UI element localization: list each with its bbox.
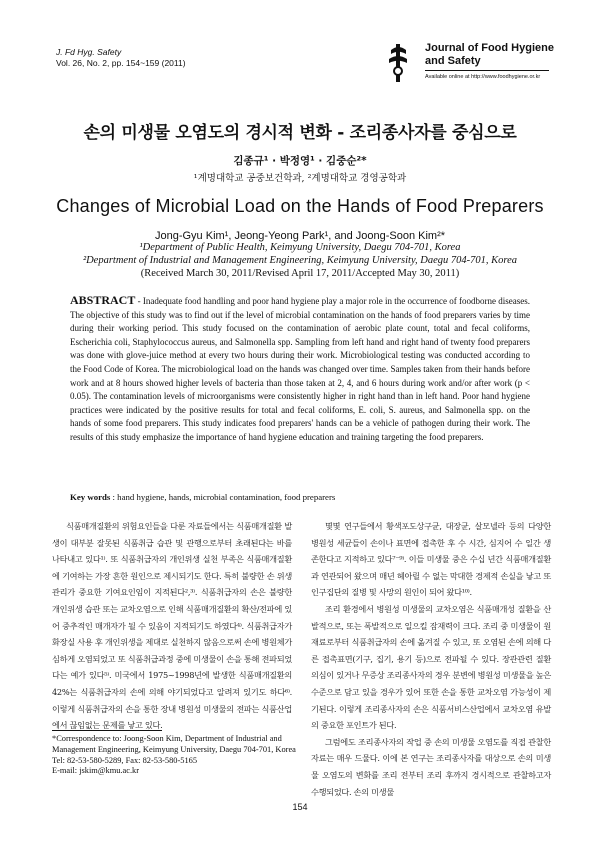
page-number: 154 [292,802,308,812]
footnote-email: E-mail: jskim@kmu.ac.kr [52,766,140,776]
abstract-text: - Inadequate food handling and poor hand hygiene play a major role in the occurrence of foodborne diseases. The objective of this study was to find out if the level of microbial contamination on the hands of food preparers varies by time during their working period. This study focused on the contamination of aerobic plate count, total and fecal coliforms, Escherichia coli, Staphylococcus aureus, and Salmonella spp. Sampling from left hand and right hand of twenty food preparers was done with glove-juice method at every two hours during their work. Microbiological testing was conducted according to the Food Code of Korea. The microbiological load on the hands was changed over time. Samples taken from their hands before work and at 8 hours showed higher levels of bacteria than those taken at 2, 4, and 6 hours during work and/or after work (p < 0.05). The contamination levels of microorganisms were consistently higher in right hand than in left hand. Poor hand hygiene practices were indicated by the positive results for total and fecal coliforms, E. coli, S. aureus, and Salmonella spp. on the hands of some food preparers. This study indicates food preparers' hands can be a vehicle of pathogen during their work. The results of this study emphasize the importance of hand hygiene education and training targeting the food preparers. [70,296,530,442]
affiliation-english-2: ²Department of Industrial and Management Engineering, Keimyung University, Daegu 704-701, Korea [82,255,518,266]
body-paragraph: 조리 환경에서 병원성 미생물의 교차오염은 식품매개성 질환을 산발적으로, 또는 폭발적으로 일으킬 잠재력이 크다. 조리 중 미생물이 원재료로부터 식품취급자의 손에 옮겨질 수 있고, 또 오염된 손에 의해 다른 접촉표면(기구, 집기, 용기 등)으로 전파될 수 있다. 장관관련 질환 의심이 있거나 무증상 조리종사자의 경우 분변에 병원성 미생물을 높은 수준으로 담고 있을 경우가 있어 또한 손을 통한 교차오염 가능성이 제기된다. 이렇게 조리종사자의 손은 식품서비스산업에서 교차오염 유발의 중요한 포인트가 된다. [311,603,551,731]
affiliation-english-1: ¹Department of Public Health, Keimyung University, Daegu 704-701, Korea [139,242,461,253]
body-paragraph: 식품매개질환의 위험요인들을 다룬 자료들에서는 식품매개질환 발생이 대부분 잘못된 식품취급 습관 및 관행으로부터 초래된다는 바를 나타내고 있다¹⁾. 또 식품취급자의 개인위생 실천 부족은 식품매개질환에 기여하는 가장 흔한 원인으로 제시되기도 한다. 특히 불량한 손 위생관리가 중요한 기여요인임이 지적된다²,³⁾. 식품취급자의 손은 불량한 개인위생 습관 또는 교차오염으로 인해 식품매개질환의 확산/전파에 있어 중추적인 매개자가 될 수 있음이 지적되기도 하였다⁴⁾. 식품취급자가 화장실 사용 후 개인위생을 제대로 실천하지 않음으로써 손에 병원체가 심하게 오염되었고 또 식품취급과정 중에 미생물이 손을 통해 전파되었다는 예가 있다⁵⁾. 미국에서 1975~1998년에 발생한 식품매개질환의 42%는 식품취급자의 손에 의해 야기되었다고 알려져 있기도 하다⁶⁾. 이렇게 식품취급자의 손을 통한 장내 병원성 미생물의 전파는 식품산업에서 끊임없는 문제를 낳고 있다. [52,521,292,731]
footnote-line: *Correspondence to: Joong-Soon Kim, Department of Industrial and Management Engineering, Keimyung University, Daegu 704-701, Korea [52,734,296,754]
journal-logo-icon [387,44,409,82]
body-paragraph: 그럼에도 조리종사자의 작업 중 손의 미생물 오염도를 직접 관찰한 자료는 매우 드물다. 이에 본 연구는 조리종사자를 대상으로 손의 미생물 오염도의 변화를 조리 전부터 조리 후까지 경시적으로 관찰하고자 수행되었다. 손의 미생물 [311,736,551,797]
journal-volume: Vol. 26, No. 2, pp. 154~159 (2011) [56,58,186,68]
body-right-column [311,518,551,800]
logo-title-line1: Journal of Food Hygiene [425,42,554,54]
journal-logo-title [425,42,554,68]
received-dates: (Received March 30, 2011/Revised April 17, 2011/Accepted May 30, 2011) [140,268,460,279]
authors-english: Jong-Gyu Kim¹, Jeong-Yeong Park¹, and Joong-Soon Kim²* [154,230,446,242]
logo-title-line2: and Safety [425,55,481,67]
abstract [70,294,530,445]
authors-korean: 김종규¹ · 박정영¹ · 김중순²* [233,155,367,167]
keywords-text: : hand hygiene, hands, microbial contamination, food preparers [110,492,336,502]
journal-reference [56,47,186,69]
journal-url: Available online at http://www.foodhygiene.or.kr [425,74,541,80]
keywords-label: Key words [70,492,111,502]
title-korean: 손의 미생물 오염도의 경시적 변화 - 조리종사자를 중심으로 [83,123,517,143]
body-paragraph: 몇몇 연구들에서 황색포도상구균, 대장균, 살모넬라 등의 다양한 병원성 세균들이 손이나 표면에 접촉한 후 수 시간, 심지어 수 일간 생존한다고 지적하고 있다⁷⁻⁹⁾. 이들 미생물 중은 수십 년간 식품매개질환과 연관되어 왔으며 매년 헤아릴 수 없는 막대한 경제적 손실을 낳고 또 인구집단의 질병 및 사망의 원인이 되어 왔다¹⁰⁾. [311,521,551,598]
footnote-line: Tel: 82-53-580-5289, Fax: 82-53-580-5165 [52,755,198,765]
title-english: Changes of Microbial Load on the Hands of Food Preparers [56,196,544,216]
abstract-label: ABSTRACT [70,293,136,307]
logo-divider [425,70,549,71]
body-left-column [52,518,292,734]
affiliations-korean: ¹계명대학교 공중보건학과, ²계명대학교 경영공학과 [193,173,407,184]
journal-name: J. Fd Hyg. Safety [56,47,122,57]
keywords [70,492,530,502]
correspondence-footnote [52,734,302,777]
footnote-divider [52,730,162,731]
